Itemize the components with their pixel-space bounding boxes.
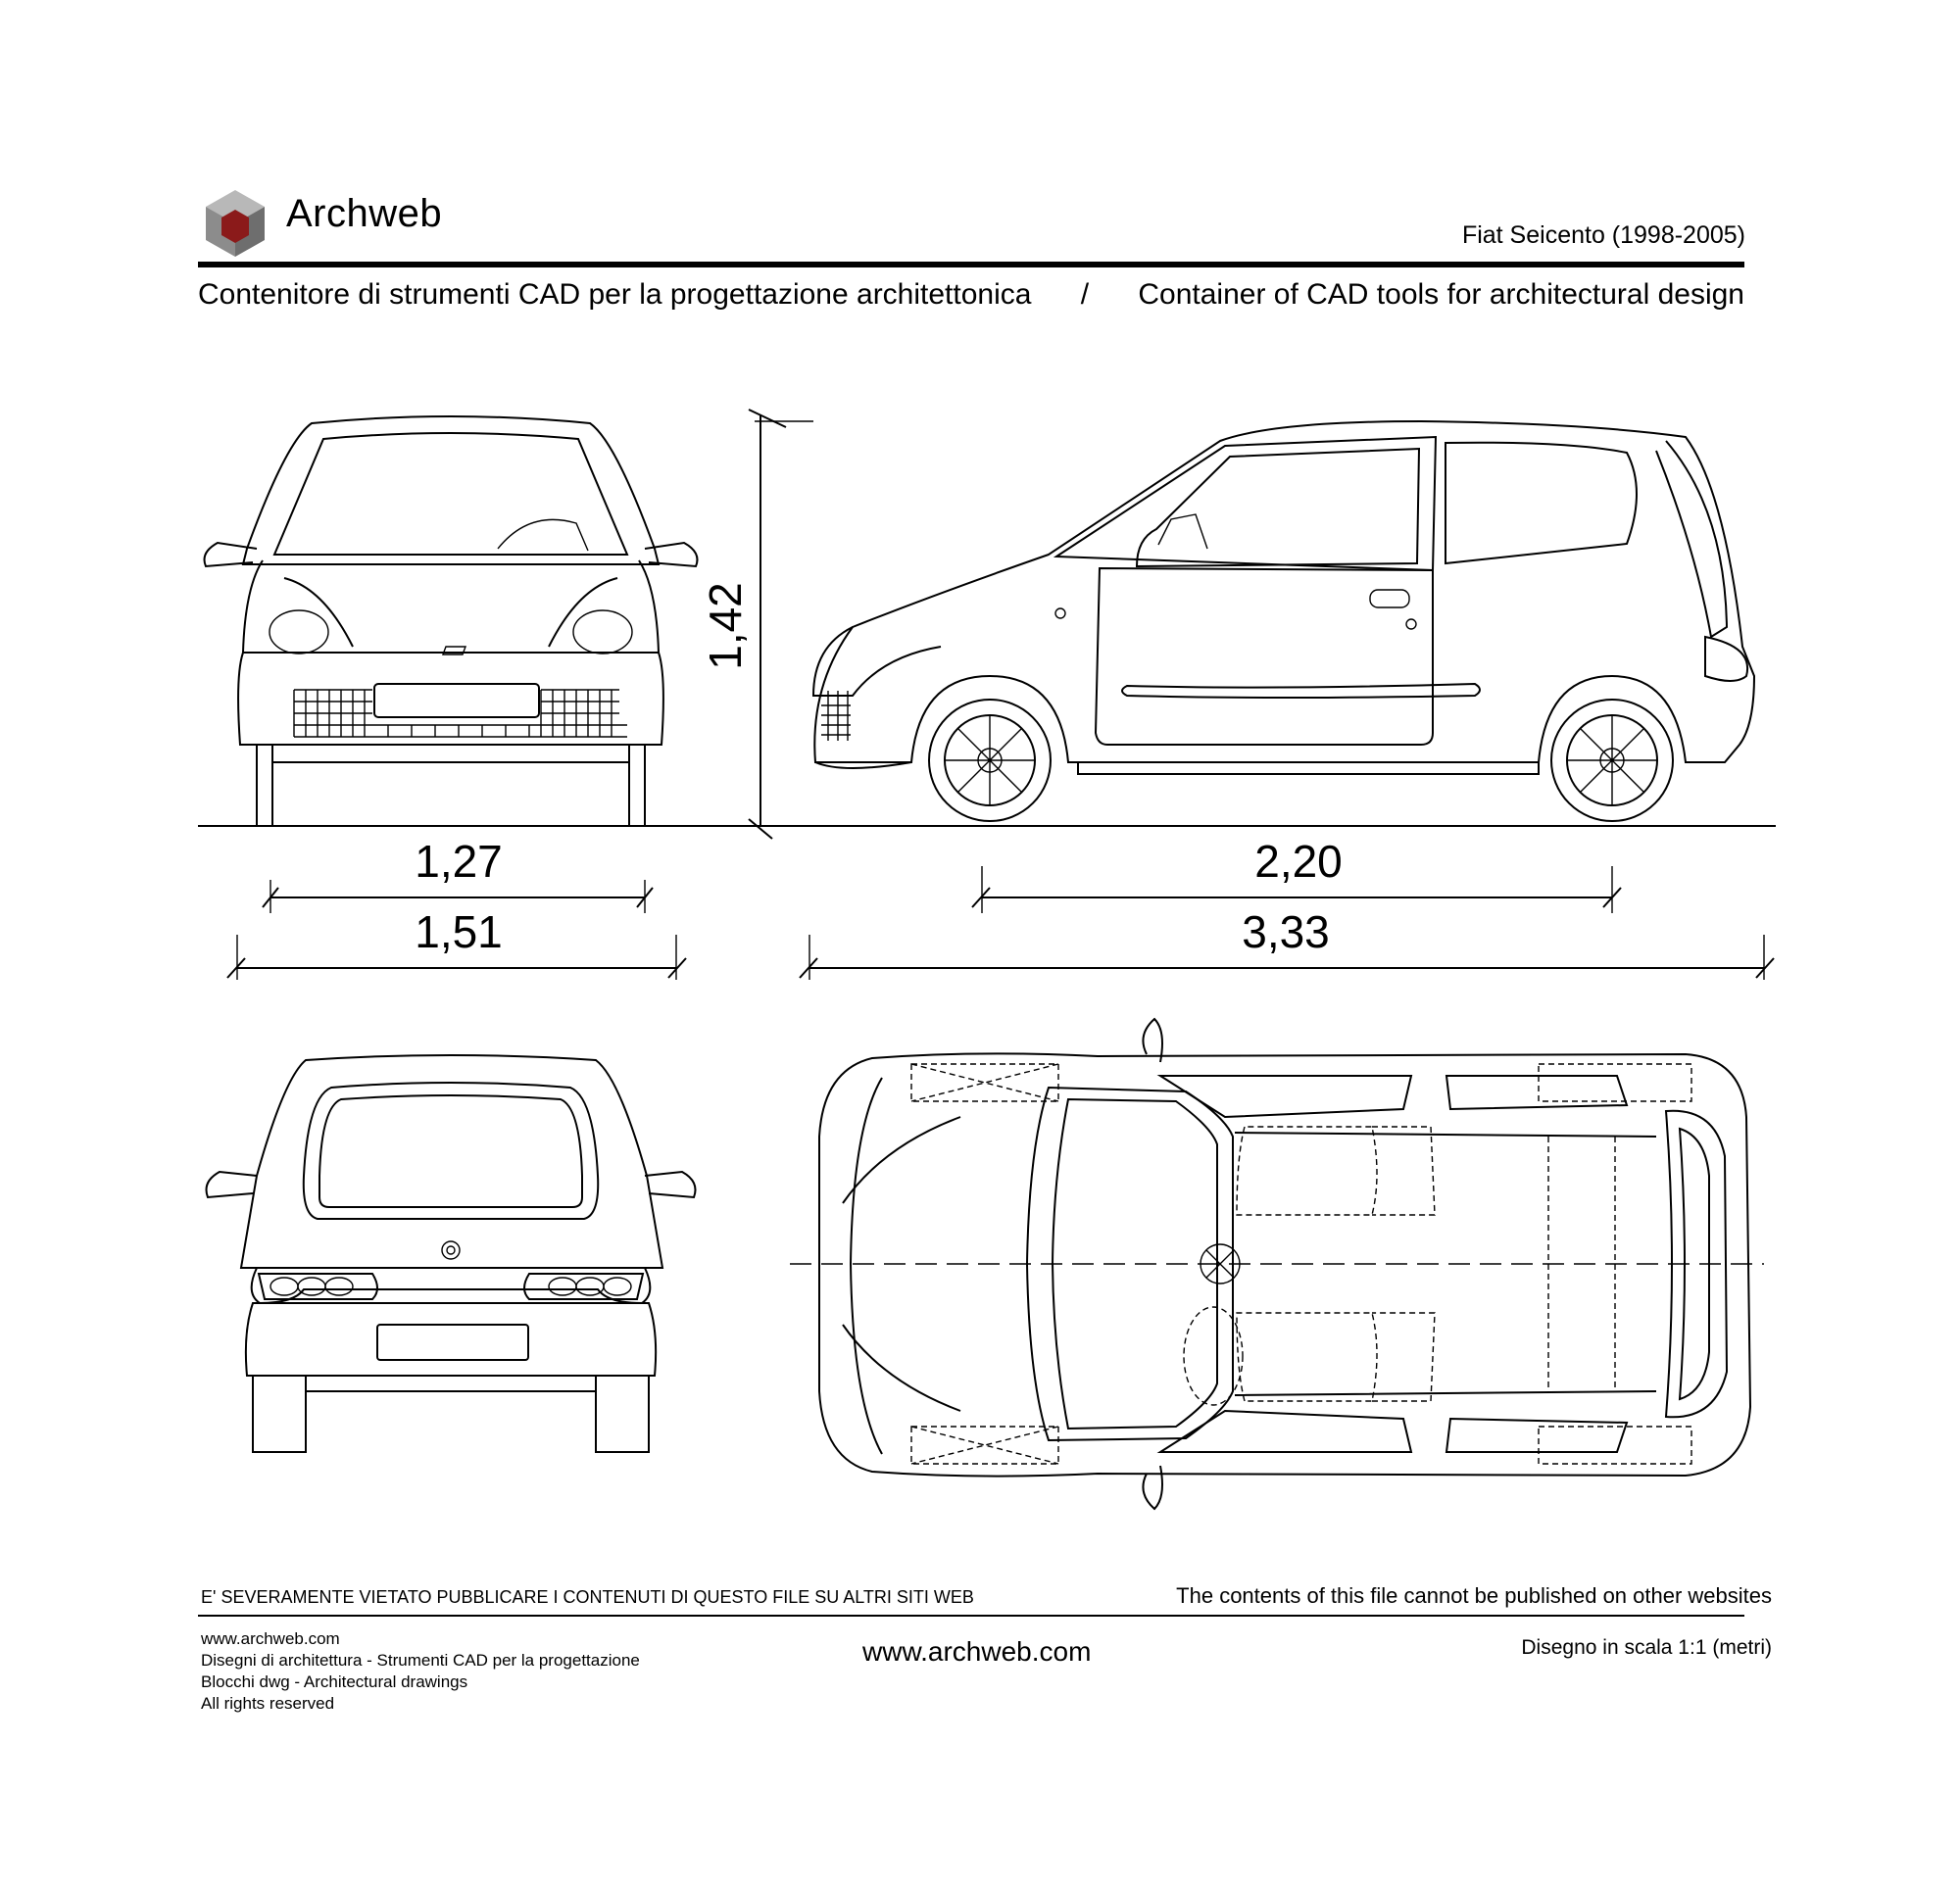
rear-view xyxy=(207,1055,696,1452)
footer-url: www.archweb.com xyxy=(862,1636,1092,1667)
header-rule xyxy=(198,262,1744,267)
footer-credit-line: Disegni di architettura - Strumenti CAD per la progettazione xyxy=(201,1651,640,1670)
subtitle xyxy=(198,278,1744,312)
dim-length: 3,33 xyxy=(1242,906,1330,957)
top-view xyxy=(790,1019,1764,1509)
subtitle-en: Container of CAD tools for architectural design xyxy=(1138,278,1744,311)
footer-credit-line: All rights reserved xyxy=(201,1694,335,1713)
dim-height: 1,42 xyxy=(700,582,751,670)
subtitle-it: Contenitore di strumenti CAD per la progettazione architettonica xyxy=(198,278,1032,311)
footer-credit-line: www.archweb.com xyxy=(201,1629,340,1648)
dim-front-track: 1,27 xyxy=(415,836,503,887)
side-view xyxy=(813,421,1754,821)
brand-name: Archweb xyxy=(286,192,443,235)
front-view xyxy=(205,416,698,826)
dim-front-width: 1,51 xyxy=(415,906,503,957)
subtitle-separator: / xyxy=(1080,278,1090,311)
archweb-logo-icon xyxy=(206,190,265,257)
footer-warning-it: E' SEVERAMENTE VIETATO PUBBLICARE I CONTENUTI DI QUESTO FILE SU ALTRI SITI WEB xyxy=(201,1587,974,1607)
footer-credit-line: Blocchi dwg - Architectural drawings xyxy=(201,1672,468,1691)
scale-note: Disegno in scala 1:1 (metri) xyxy=(1521,1636,1772,1659)
dimension-lines xyxy=(227,410,1774,980)
footer-rule xyxy=(198,1615,1744,1617)
model-title: Fiat Seicento (1998-2005) xyxy=(1461,221,1745,249)
footer-warning-en: The contents of this file cannot be published on other websites xyxy=(1176,1583,1772,1608)
footer-credits xyxy=(201,1628,640,1715)
dim-wheelbase: 2,20 xyxy=(1254,836,1343,887)
